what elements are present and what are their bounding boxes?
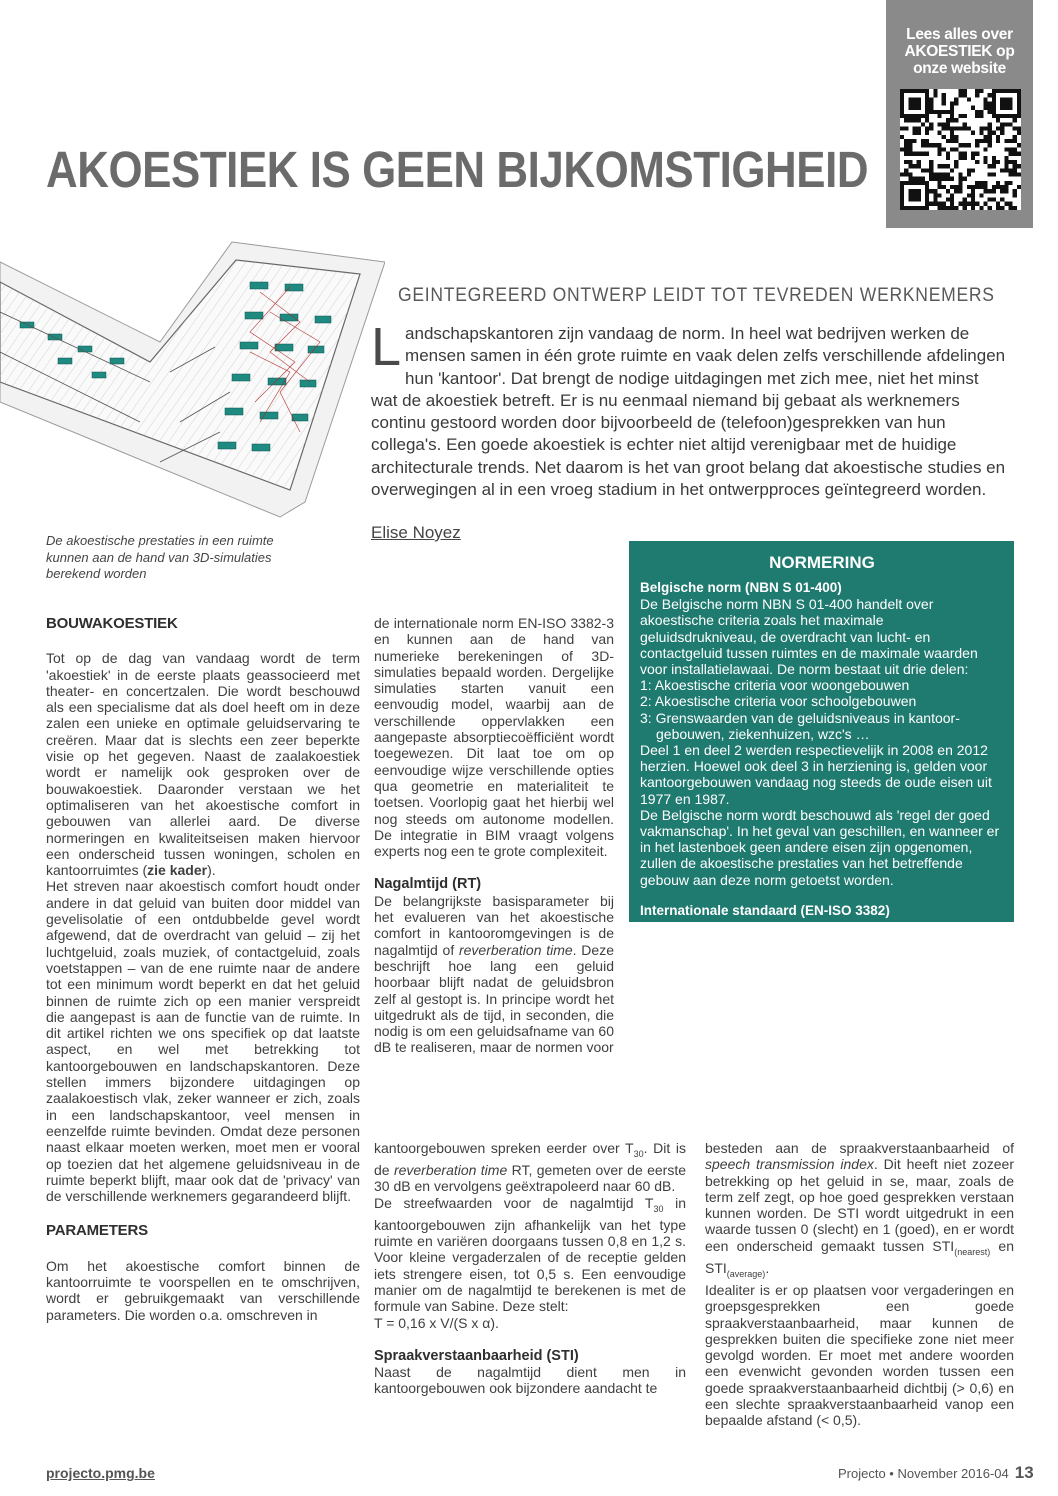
box-list-item: 2: Akoestische criteria voor schoolgebouwen xyxy=(640,693,917,710)
paragraph: Het streven naar akoestisch comfort houdt onder andere in dat geluid van buiten door middel van gevelisolatie of een ontdubbelde gevel wordt afgewend, dat de overdracht van geluid – zij het luchtgeluid, zoals muziek, of contactgeluid, zoals voetstappen – van de ene ruimte naar de andere tot een minimum wordt beperkt en dat het geluid binnen de ruimte zich op een manier verspreidt die aangepast is aan de functie van de ruimte. In dit artikel richten we ons specifiek op dat laatste aspect, en wel met betrekking tot kantoorgebouwen en landschapskantoren. Deze stellen immers bijzondere uitdagingen op zaalakoestisch vlak, zeker wanneer er zich, zoals in een landschapskantoor, veel mensen in eenzelfde ruimte bevinden. Omdat deze personen naast elkaar moeten werken, moet men er vooral op toezien dat het algemene geluidsniveau in de ruimte beperkt blijft, maar ook dat de 'privacy' van de verschillende werknemers gegarandeerd blijft. xyxy=(46,878,360,1205)
column-2-top xyxy=(374,615,614,1056)
box-list-item: 2: Nagalmtijdmeting in gewone ruimtes xyxy=(640,983,882,1000)
column-1 xyxy=(46,616,360,1323)
emphasis: speech transmission index xyxy=(705,1156,874,1173)
footer-website-link[interactable]: projecto.pmg.be xyxy=(46,1465,155,1481)
promo-line-2: AKOESTIEK op xyxy=(904,43,1015,60)
subscript: 30 xyxy=(633,1148,644,1159)
promo-line-3: onze website xyxy=(913,60,1006,77)
paragraph: Naast de nagalmtijd dient men in kantoorgebouwen ook bijzondere aandacht te xyxy=(374,1364,686,1397)
box-paragraph: De Belgische norm NBN S 01-400 handelt over akoestische criteria zoals het maximale geluidsdrukniveau, de overdracht van lucht- en contactgeluid tussen ruimtes en de maximale waarden voor installatielawaai. De norm bestaat uit drie delen: xyxy=(640,596,978,678)
box-paragraph: De internationale standaard is een normenserie waarin akoestische kwaliteitseisen voor binnen bepaalde ruimtes worden vastgelegd. Ook deze norm bestaat uit drie delen: xyxy=(640,919,999,968)
paragraph xyxy=(374,1140,686,1195)
subtitle: GEINTEGREERD ONTWERP LEIDT TOT TEVREDEN WERKNEMERS xyxy=(398,284,995,306)
emphasis: reverberation time xyxy=(393,1162,508,1179)
promo-text xyxy=(886,26,1033,77)
heading-parameters: PARAMETERS xyxy=(46,1222,148,1240)
formula: T = 0,16 x V/(S x α). xyxy=(374,1314,499,1331)
heading-bouwakoestiek: BOUWAKOESTIEK xyxy=(46,615,178,632)
box-paragraph: Deel 1 en deel 2 werden respectievelijk in 2008 en 2012 herzien. Hoewel ook deel 3 in herziening is, gelden voor kantoorgebouwen vandaag nog steeds de oude eisen uit 1977 en 1987. xyxy=(640,742,992,807)
text: ). xyxy=(207,862,216,879)
text: . Dit heeft niet zozeer betrekking op het geluid in se, maar, zoals de term zelf zegt, op hoe goed gesprekken verstaan kunnen worden. De STI wordt uitgedrukt in een waarde tussen 0 (slecht) en 1 (goed), en er wordt een onderscheid gemaakt tussen STI xyxy=(705,1156,1014,1254)
paragraph xyxy=(46,650,360,878)
box-list-item-cont: van de akoestiek in kantoortuinen xyxy=(660,1016,869,1033)
paragraph: de internationale norm EN-ISO 3382-3 en kunnen aan de hand van numerieke berekeningen of 3D-simulaties bepaald worden. Dergelijke simulaties starten vanuit een eenvoudig model, waarbij aan de verschillende oppervlakken een aangepaste absorptiecoëfficiënt wordt toegewezen. Dit laat toe om op eenvoudige wijze verschillende opties qua geometrie en materialiteit te toetsen. Voorlopig gaat het hierbij wel nog steeds om autonome modellen. De integratie in BIM vraagt volgens experts nog een te grote complexiteit. xyxy=(374,615,614,860)
footer-issue xyxy=(838,1463,1034,1483)
text: RT, gemeten over de eerste 30 dB en vervolgens geëxtrapoleerd naar 60 dB. xyxy=(374,1162,686,1195)
text: in kantoorgebouwen zijn afhankelijk van het type ruimte en variëren doorgaans tussen 0,8 en 1,2 s. Voor kleine vergaderzalen of de receptie gelden iets strengere eisen, tot 0,5 s. Een eenvoudige manier om de nagalmtijd te berekenen is met de formule van Sabine. Deze stelt: xyxy=(374,1194,686,1315)
subscript: 30 xyxy=(653,1203,664,1214)
author-link[interactable]: Elise Noyez xyxy=(371,523,461,542)
box-subheading: Internationale standaard (EN-ISO 3382) xyxy=(640,902,890,918)
text: besteden aan de spraakverstaanbaarheid of xyxy=(705,1140,1014,1156)
promo-line-1: Lees alles over xyxy=(906,26,1013,43)
text: . xyxy=(765,1259,770,1276)
column-2-bottom xyxy=(374,1140,686,1397)
text: en STI xyxy=(705,1237,1014,1276)
subscript: (average) xyxy=(726,1268,766,1279)
intro-paragraph xyxy=(371,317,1007,501)
heading-nagalmtijd: Nagalmtijd (RT) xyxy=(374,876,482,893)
subscript: (nearest) xyxy=(954,1246,991,1257)
paragraph: Om het akoestische comfort binnen de kantoorruimte te voorspellen en te omschrijven, wordt er gebruikgemaakt van verschillende parameters. Die worden o.a. omschreven in xyxy=(46,1257,360,1323)
page-title: AKOESTIEK IS GEEN BIJKOMSTIGHEID xyxy=(46,141,869,198)
box-list-item: 1: Akoestische criteria voor woongebouwen xyxy=(640,677,910,694)
emphasis: reverberation time xyxy=(458,941,573,958)
text: . Deze beschrijft hoe lang een geluid hoorbaar blijft nadat de geluidsbron zelf al gestopt is. In principe wordt het uitgedrukt als de tijd, in seconden, die nodig is om een geluidsafname van 60 dB te realiseren, maar de normen voor xyxy=(374,941,614,1056)
box-paragraph: De Belgische norm wordt beschouwd als 'regel der goed vakmanschap'. In het geval van geschillen, en wanneer er in het lastenboek geen andere eisen zijn opgenomen, zullen de akoestische prestaties van het betreffende gebouw aan deze norm getoetst worden. xyxy=(640,806,1000,888)
cross-reference: zie kader xyxy=(147,862,208,879)
paragraph: Idealiter is er op plaatsen voor vergaderingen en groepsgesprekken een goede spraakverstaanbaarheid, maar kunnen de gesprekken buiten die specifieke zone niet meer gevolgd worden. Er moet met andere woorden een evenwicht gevonden worden tussen een goede spraakverstaanbaarheid dichtbij (> 0,6) en een slechte spraakverstaanbaarheid vanop een bepaalde afstand (< 0,5). xyxy=(705,1281,1014,1429)
heading-spraakverstaanbaarheid: Spraakverstaanbaarheid (STI) xyxy=(374,1347,579,1364)
intro-text: andschapskantoren zijn vandaag de norm. In heel wat bedrijven werken de mensen samen in één grote ruimte en vaak delen zelfs verschillende afdelingen hun 'kantoor'. Dat brengt de nodige uitdagingen met zich mee, niet het minst wat de akoestiek betreft. Er is nu eenmaal niemand bij gebaat als werknemers continu gestoord worden door bijvoorbeeld de (telefoon)gesprekken van hun collega's. Een goede akoestiek is echter niet altijd verenigbaar met de huidige architecturale trends. Net daarom is het van groot belang dat akoestische studies en overwegingen al in een vroeg stadium in het ontwerpproces geïntegreerd worden. xyxy=(371,324,1006,500)
box-list-item: 1: Meting van zaalakoestische parameters xyxy=(640,967,903,984)
text: De belangrijkste basisparameter bij het evalueren van het akoestische comfort in kantooromgevingen is de nagalmtijd of xyxy=(374,892,614,958)
office-3d-simulation-image xyxy=(0,222,385,522)
box-list-item: 3: Grenswaarden van de geluidsniveaus in kantoor- xyxy=(640,709,960,726)
column-3 xyxy=(705,1140,1014,1429)
normering-sidebar-box xyxy=(629,541,1014,1033)
page-number: 13 xyxy=(1014,1463,1034,1482)
text: De streefwaarden voor de nagalmtijd T xyxy=(374,1194,654,1211)
website-promo-box xyxy=(886,0,1033,228)
paragraph xyxy=(705,1140,1014,1282)
box-subheading: Belgische norm (NBN S 01-400) xyxy=(640,580,842,595)
box-list-item: 3: Parameters voor de beoordeling xyxy=(640,1000,856,1017)
qr-code[interactable] xyxy=(900,89,1021,210)
text: kantoorgebouwen spreken eerder over T xyxy=(374,1140,634,1156)
drop-cap: L xyxy=(371,317,402,377)
text: . Dit is de xyxy=(374,1140,686,1179)
text: Tot op de dag van vandaag wordt de term 'akoestiek' in de eerste plaats geassocieerd met theater- en concertzalen. Die wordt beschouwd als een specialisme dat als doel heeft om in deze zalen een unieke en optimale geluidservaring te creëren. Maar dat is slechts een zeer beperkte visie op het gegeven. Naast de zaalakoestiek wordt er namelijk ook gesproken over de bouwakoestiek. Daaronder verstaan we het optimaliseren van het akoestische comfort in gebouwen van allerlei aard. De diverse normeringen en kwaliteitseisen maken hiervoor een onderscheid tussen woningen, scholen en kantoorruimtes ( xyxy=(46,650,360,879)
paragraph xyxy=(374,1195,686,1315)
paragraph xyxy=(374,893,614,1056)
footer-issue-text: Projecto • November 2016-04 xyxy=(838,1466,1009,1481)
box-title: NORMERING xyxy=(769,553,875,572)
image-caption: De akoestische prestaties in een ruimte kunnen aan de hand van 3D-simulaties berekend worden xyxy=(46,533,274,581)
box-list-item-cont: gebouwen, ziekenhuizen, wzc's … xyxy=(656,725,870,742)
